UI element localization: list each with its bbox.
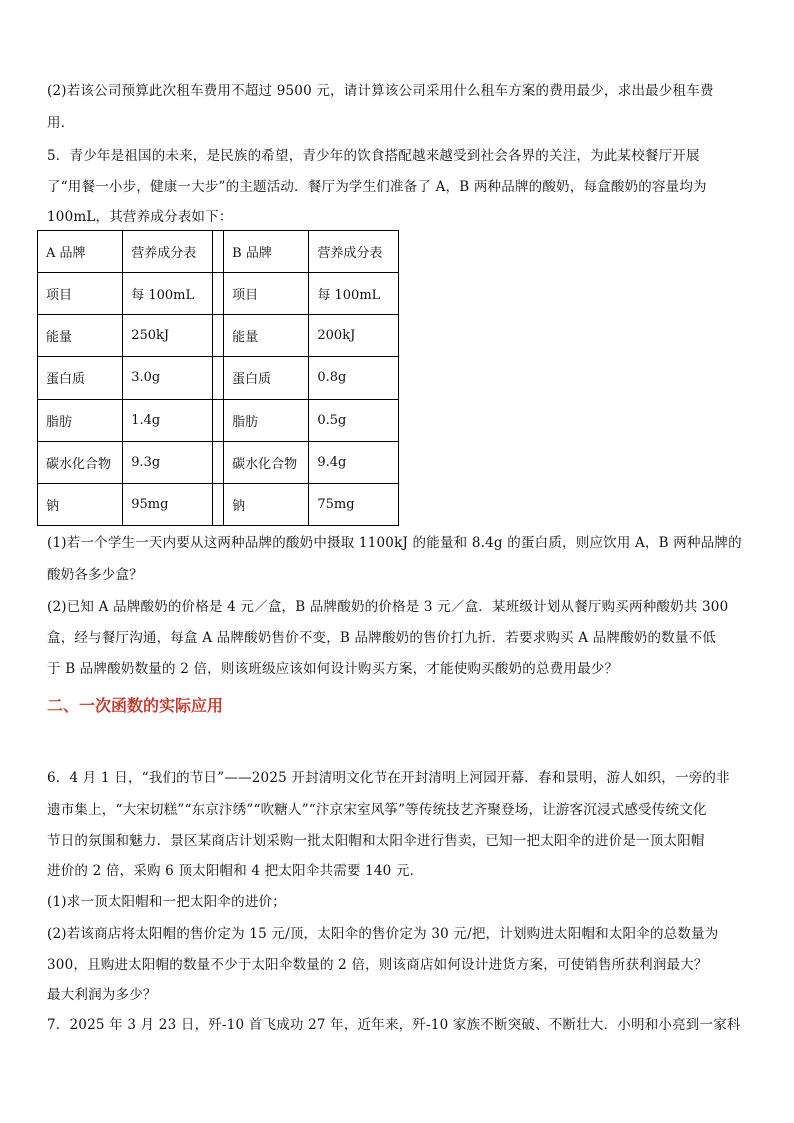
table-cell: 项目 bbox=[224, 273, 309, 315]
table-gap-cell bbox=[212, 231, 223, 273]
table-cell: 脂肪 bbox=[38, 399, 123, 441]
table-cell: 能量 bbox=[38, 315, 123, 357]
q6-line1: 6．4 月 1 日，“我们的节日”——2025 开封清明文化节在开封清明上河园开幕．春和景明，游人如织，一旁的非 bbox=[47, 770, 730, 786]
table-cell: 蛋白质 bbox=[38, 357, 123, 399]
table-gap-cell bbox=[212, 483, 223, 525]
table-cell: 1.4g bbox=[123, 399, 213, 441]
q5-part2-line2: 盒，经与餐厅沟通，每盒 A 品牌酸奶售价不变，B 品牌酸奶的售价打九折．若要求购买 A 品牌酸奶的数量不低 bbox=[47, 630, 716, 646]
table-cell: 每 100mL bbox=[309, 273, 399, 315]
table-cell: 0.8g bbox=[309, 357, 399, 399]
q7-line1: 7．2025 年 3 月 23 日，歼-10 首飞成功 27 年，近年来，歼-10 家族不断突破、不断壮大．小明和小亮到一家科 bbox=[47, 1017, 741, 1033]
table-cell: 每 100mL bbox=[123, 273, 213, 315]
table-cell: 0.5g bbox=[309, 399, 399, 441]
table-row bbox=[38, 315, 399, 357]
table-cell: 200kJ bbox=[309, 315, 399, 357]
table-cell: 营养成分表 bbox=[309, 231, 399, 273]
q6-line2: 遗市集上，“大宋切糕”“东京汴绣”“吹糖人”“汴京宋室风筝”等传统技艺齐聚登场，让游客沉浸式感受传统文化 bbox=[47, 802, 707, 818]
table-cell: 项目 bbox=[38, 273, 123, 315]
q5-line2: 了“用餐一小步，健康一大步”的主题活动．餐厅为学生们准备了 A，B 两种品牌的酸奶，每盒酸奶的容量均为 bbox=[47, 179, 707, 195]
table-cell: 碳水化合物 bbox=[38, 441, 123, 483]
table-cell: 250kJ bbox=[123, 315, 213, 357]
q5-line3: 100mL，其营养成分表如下： bbox=[47, 209, 233, 225]
q4-part2-line2: 用． bbox=[47, 115, 75, 131]
table-cell: 脂肪 bbox=[224, 399, 309, 441]
q6-part2-line1: (2)若该商店将太阳帽的售价定为 15 元/顶，太阳伞的售价定为 30 元/把，计划购进太阳帽和太阳伞的总数量为 bbox=[47, 926, 719, 942]
table-cell: 3.0g bbox=[123, 357, 213, 399]
table-cell: 营养成分表 bbox=[123, 231, 213, 273]
section-title: 二、一次函数的实际应用 bbox=[47, 696, 224, 715]
table-gap-cell bbox=[212, 399, 223, 441]
table-cell: 蛋白质 bbox=[224, 357, 309, 399]
table-cell: 钠 bbox=[224, 483, 309, 525]
q6-line3: 节日的氛围和魅力．景区某商店计划采购一批太阳帽和太阳伞进行售卖，已知一把太阳伞的进价是一顶太阳帽 bbox=[47, 833, 705, 849]
q6-part2-line3: 最大利润为多少？ bbox=[47, 987, 157, 1003]
table-cell: 钠 bbox=[38, 483, 123, 525]
table-cell: A 品牌 bbox=[38, 231, 123, 273]
table-row bbox=[38, 273, 399, 315]
table-cell: 能量 bbox=[224, 315, 309, 357]
table-row bbox=[38, 441, 399, 483]
table-gap-cell bbox=[212, 315, 223, 357]
table-cell: B 品牌 bbox=[224, 231, 309, 273]
q5-line1: 5．青少年是祖国的未来，是民族的希望，青少年的饮食搭配越来越受到社会各界的关注，为此某校餐厅开展 bbox=[47, 148, 700, 164]
table-cell: 9.3g bbox=[123, 441, 213, 483]
q6-part1: (1)求一顶太阳帽和一把太阳伞的进价； bbox=[47, 894, 286, 910]
q5-part1-line1: (1)若一个学生一天内要从这两种品牌的酸奶中摄取 1100kJ 的能量和 8.4g 的蛋白质，则应饮用 A，B 两种品牌的 bbox=[47, 535, 742, 551]
table-row bbox=[38, 483, 399, 525]
table-cell: 75mg bbox=[309, 483, 399, 525]
nutrition-table bbox=[37, 230, 399, 526]
q4-part2-line1: (2)若该公司预算此次租车费用不超过 9500 元，请计算该公司采用什么租车方案的费用最少，求出最少租车费 bbox=[47, 83, 714, 99]
table-gap-cell bbox=[212, 273, 223, 315]
table-row bbox=[38, 357, 399, 399]
table-gap-cell bbox=[212, 441, 223, 483]
table-row bbox=[38, 399, 399, 441]
q6-part2-line2: 300，且购进太阳帽的数量不少于太阳伞数量的 2 倍，则该商店如何设计进货方案，可使销售所获利润最大？ bbox=[47, 957, 708, 973]
q6-line4: 进价的 2 倍，采购 6 顶太阳帽和 4 把太阳伞共需要 140 元． bbox=[47, 863, 424, 879]
table-row bbox=[38, 231, 399, 273]
table-cell: 碳水化合物 bbox=[224, 441, 309, 483]
table-cell: 95mg bbox=[123, 483, 213, 525]
q5-part2-line1: (2)已知 A 品牌酸奶的价格是 4 元／盒，B 品牌酸奶的价格是 3 元／盒．某班级计划从餐厅购买两种酸奶共 300 bbox=[47, 599, 729, 615]
table-cell: 9.4g bbox=[309, 441, 399, 483]
q5-part1-line2: 酸奶各多少盒？ bbox=[47, 567, 143, 583]
table-gap-cell bbox=[212, 357, 223, 399]
q5-part2-line3: 于 B 品牌酸奶数量的 2 倍，则该班级应该如何设计购买方案，才能使购买酸奶的总费用最少？ bbox=[47, 661, 619, 677]
